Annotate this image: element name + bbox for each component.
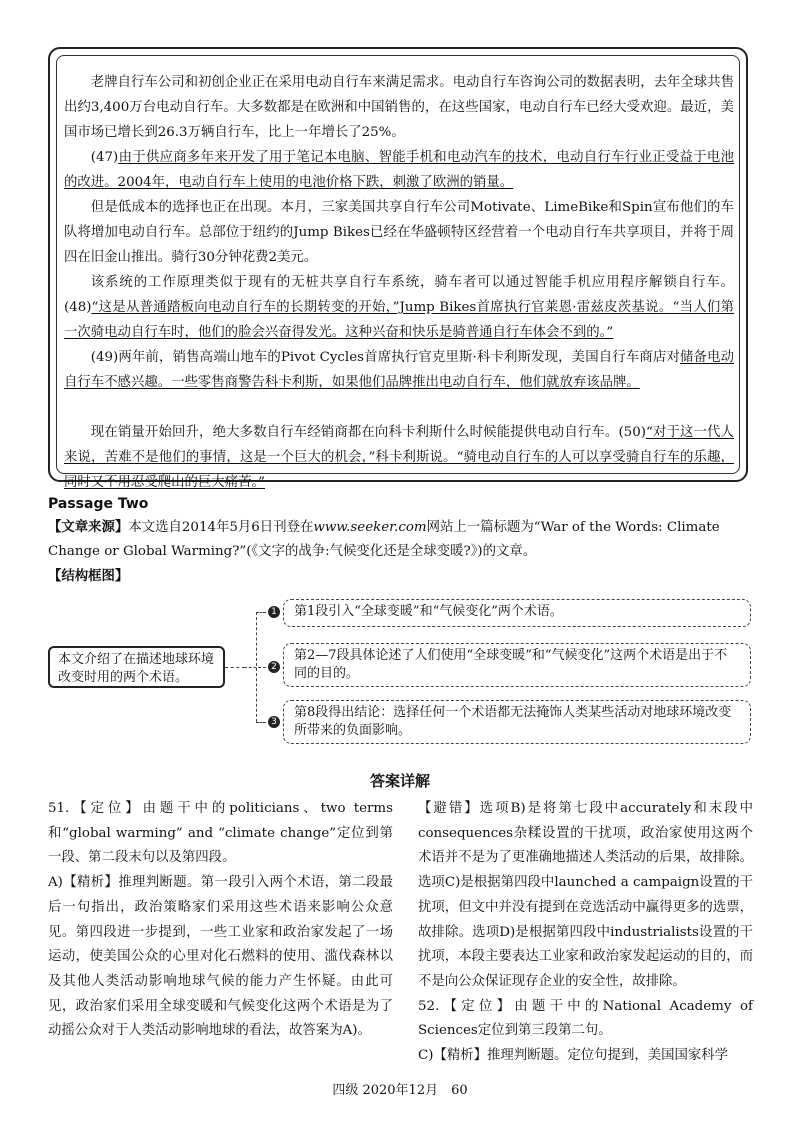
diagram-item-2: 第2—7段具体论述了人们使用“全球变暖”和“气候变化”这两个术语是出于不同的目的。 [283, 643, 751, 687]
translation-paragraph-2: (47)由于供应商多年来开发了用于笔记本电脑、智能手机和电动汽车的技术，电动自行车行业正受益于电池的改进。2004年，电动自行车上使用的电池价格下跌，刺激了欧洲的销量。 [64, 150, 734, 190]
connector-1 [256, 612, 266, 613]
connector-2 [244, 667, 266, 668]
connector-3 [256, 722, 266, 723]
page-footer: 四级 2020年12月 60 [332, 1083, 468, 1098]
article-source: 【文章来源】本文选自2014年5月6日刊登在www.seeker.com网站上一篇标题为“War of the Words: Climate Change or Global Warming?”(《文字的战争:气候变化还是全球变暖?》)的文章。 [48, 520, 720, 559]
translation-paragraph-3: 但是低成本的选择也正在出现。本月，三家美国共享自行车公司Motivate、LimeBike和Spin宣布他们的车队将增加电动自行车。总部位于纽约的Jump Bikes已经在华盛顿特区经营着一个电动自行车共享项目，并将于周四在旧金山推出。骑行30分钟花费2美元。 [64, 200, 734, 265]
translation-paragraph-5: (49)两年前，销售高端山地车的Pivot Cycles首席执行官克里斯·科卡利斯发现，美国自行车商店对储备电动自行车不感兴趣。一些零售商警告科卡利斯，如果他们品牌推出电动自行车，他们就放弃该品牌。 [64, 350, 735, 390]
number-2-icon: 2 [268, 661, 280, 673]
translation-paragraph-1: 老牌自行车公司和初创企业正在采用电动自行车来满足需求。电动自行车咨询公司的数据表明，去年全球共售出约3,400万台电动自行车。大多数都是在欧洲和中国销售的，在这些国家，电动自行车已经大受欢迎。最近，美国市场已增长到26.3万辆自行车，比上一年增长了25%。 [64, 75, 734, 140]
passage-heading: Passage Two [48, 496, 149, 512]
diagram-item-1: 第1段引入“全球变暖”和“气候变化”两个术语。 [283, 599, 751, 627]
answers-title: 答案详解 [369, 772, 430, 790]
number-1-icon: 1 [268, 606, 280, 618]
answer-right-column: 【避错】选项B)是将第七段中accurately和末段中consequences杂糅设置的干扰项，政治家使用这两个术语并不是为了更准确地描述人类活动的后果，故排除。选项C)是根据第四段中launched a campaign设置的干扰项，但文中并没有提到在竞选活动中赢得更多的选票，故排除。选项D)是根据第四段中industrialists设置的干扰项，本段主要表达工业家和政治家发起运动的目的，而不是向公众保证现存企业的安全性，故排除。 52.【定位】由题干中的National Academy of Sciences定位到第三段第二句。 C)【精析】推理判断题。定位句提到，美国国家科学 [418, 801, 753, 1064]
translation-paragraph-4: 该系统的工作原理类似于现有的无桩共享自行车系统，骑车者可以通过智能手机应用程序解锁自行车。(48)“这是从普通踏板向电动自行车的长期转变的开始，”Jump Bikes首席执行官莱恩·雷兹皮茨基说。“当人们第一次骑电动自行车时，他们的脸会兴奋得发光。这种兴奋和快乐是骑普通自行车体会不到的。” [64, 275, 734, 340]
translation-paragraph-6: 现在销量开始回升，绝大多数自行车经销商都在向科卡利斯什么时候能提供电动自行车。(50)“对于这一代人来说，苦难不是他们的事情，这是一个巨大的机会，”科卡利斯说。“骑电动自行车的人可以享受骑自行车的乐趣，同时又不用忍受爬山的巨大痛苦。” [64, 425, 734, 490]
number-3-icon: 3 [268, 716, 280, 728]
diagram-main-box: 本文介绍了在描述地球环境改变时用的两个术语。 [48, 646, 225, 688]
structure-label: 【结构框图】 [48, 569, 129, 584]
diagram-item-3: 第8段得出结论：选择任何一个术语都无法掩饰人类某些活动对地球环境改变所带来的负面影响。 [283, 700, 751, 744]
answer-left-column: 51.【定位】由题干中的politicians、two terms和“global warming” and “climate change”定位到第一段、第二段末句以及第四段。 A)【精析】推理判断题。第一段引入两个术语，第二段最后一句指出，政治策略家们采用这些术语来影响公众意见。第四段进一步提到，一些工业家和政治家发起了一场运动，使美国公众的心里对化石燃料的使用、滥伐森林以及其他人类活动影响地球气候的能力产生怀疑。由此可见，政治家们采用全球变暖和气候变化这两个术语是为了动摇公众对于人类活动影响地球的看法，故答案为A)。 [48, 801, 393, 1039]
connector-main [225, 667, 245, 668]
